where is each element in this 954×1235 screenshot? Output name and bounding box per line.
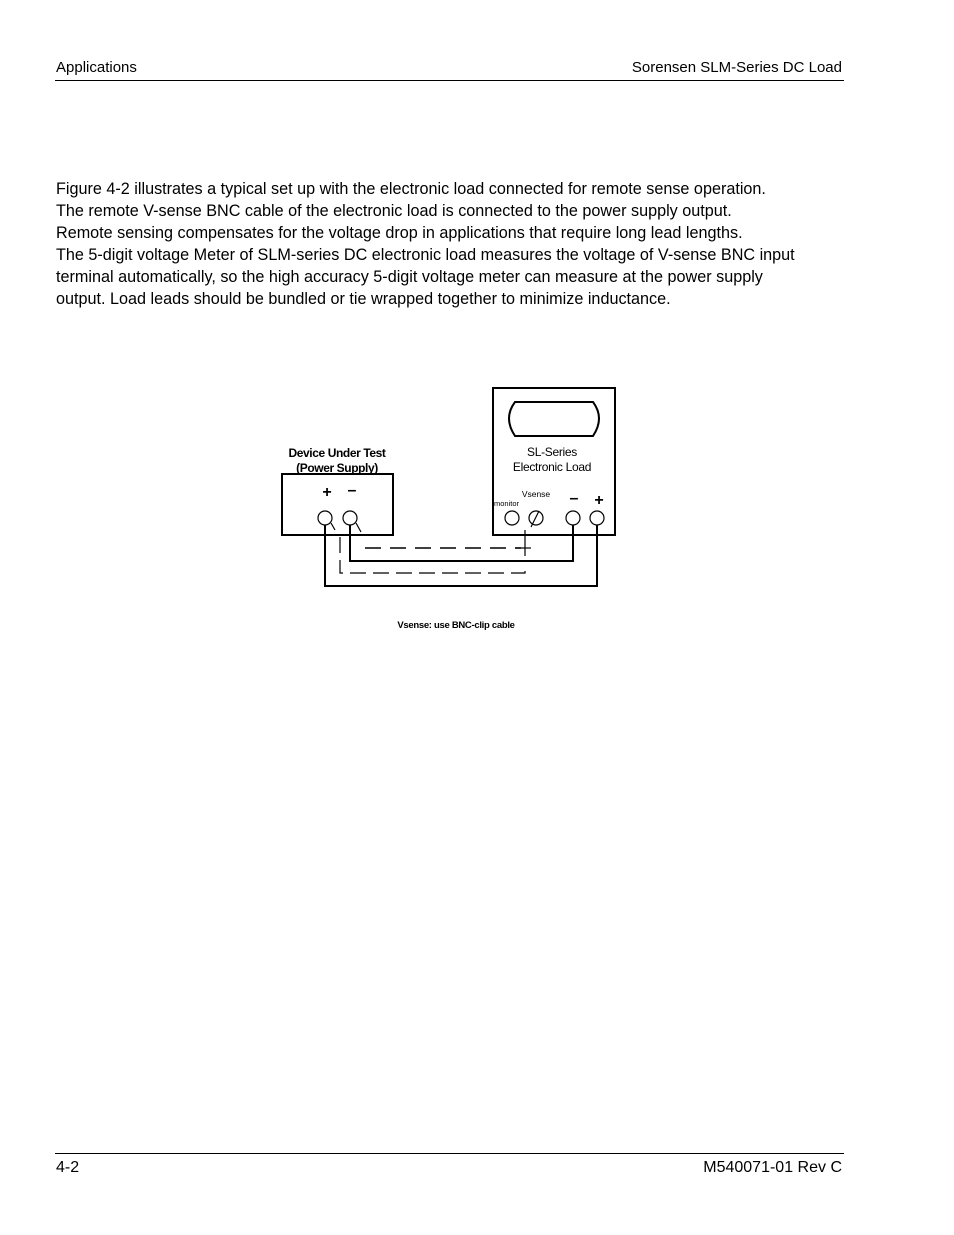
body-paragraph — [56, 178, 856, 310]
body-line: Remote sensing compensates for the voltage drop in applications that require long lead lengths. — [56, 224, 743, 242]
load-vsense-label: Vsense — [521, 489, 551, 499]
header-section-title: Applications — [56, 59, 137, 76]
diagram-caption: Vsense: use BNC-clip cable — [397, 620, 515, 631]
load-plus-terminal — [590, 511, 604, 525]
dut-minus-clip — [356, 523, 361, 532]
dut-label-line2: (Power Supply) — [296, 461, 378, 475]
load-plus-label: + — [594, 492, 604, 509]
dut-label-line1: Device Under Test — [288, 446, 386, 460]
dut-plus-clip — [331, 523, 335, 530]
load-monitor-label: monitor — [494, 499, 520, 508]
load-display — [509, 402, 599, 436]
load-lead-negative — [350, 525, 573, 561]
body-line: Figure 4-2 illustrates a typical set up with the electronic load connected for remote sense operation. — [56, 180, 766, 198]
load-minus-terminal — [566, 511, 580, 525]
vsense-cable-outer — [340, 537, 525, 573]
load-label-line2: Electronic Load — [512, 460, 592, 474]
page-footer — [55, 1153, 844, 1180]
load-label-line1: SL-Series — [527, 445, 577, 459]
dut-minus-label: – — [347, 482, 357, 499]
page-number: 4-2 — [56, 1159, 80, 1176]
dut-minus-terminal — [343, 511, 357, 525]
monitor-terminal — [505, 511, 519, 525]
document-id: M540071-01 Rev C — [703, 1159, 842, 1176]
dut-plus-terminal — [318, 511, 332, 525]
body-line: output. Load leads should be bundled or tie wrapped together to minimize inductance. — [56, 290, 671, 308]
body-line: The 5-digit voltage Meter of SLM-series DC electronic load measures the voltage of V-sense BNC input — [56, 246, 795, 264]
load-minus-label: – — [569, 490, 579, 507]
remote-sense-diagram — [275, 380, 635, 640]
dut-box — [282, 474, 393, 535]
body-line: terminal automatically, so the high accuracy 5-digit voltage meter can measure at the power supply — [56, 268, 763, 286]
dut-plus-label: + — [322, 484, 332, 501]
body-line: The remote V-sense BNC cable of the electronic load is connected to the power supply output. — [56, 202, 732, 220]
page-header — [55, 58, 844, 81]
header-product-title: Sorensen SLM-Series DC Load — [631, 59, 842, 76]
